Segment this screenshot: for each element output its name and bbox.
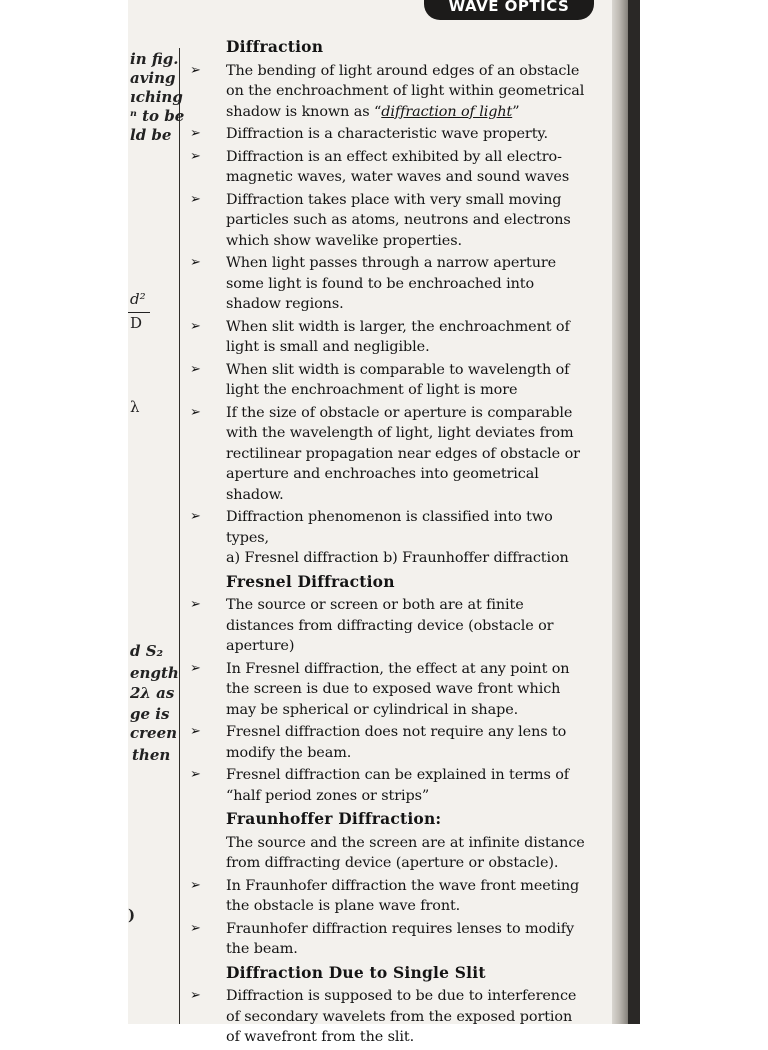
book-spine-shadow [628,0,640,1024]
list-item [190,595,590,657]
bullet-arrow-icon: ➢ [190,660,201,676]
margin-fragment: d² [130,290,146,308]
margin-fragment: ) [128,906,136,924]
bullet-arrow-icon: ➢ [190,148,201,164]
list-item-text: When slit width is larger, the enchroachment of light is small and negligible. [226,318,570,355]
bullet-arrow-icon: ➢ [190,318,201,334]
section-title-single-slit: Diffraction Due to Single Slit [226,962,486,982]
margin-fragment: in fig. [130,50,179,68]
margin-fragment: 2λ as [130,684,175,702]
fraction-bar [128,312,150,313]
margin-fragment: creen [130,724,178,742]
chapter-header-badge: WAVE OPTICS [424,0,594,20]
main-text-column [190,34,590,1050]
list-item-text: Diffraction is an effect exhibited by all electro-magnetic waves, water waves and sound waves [226,148,570,185]
bullet-arrow-icon: ➢ [190,988,201,1003]
list-item-text: When slit width is comparable to wavelength of light the enchroachment of light is more [226,361,570,398]
bullet-arrow-icon: ➢ [190,62,201,78]
list-item [190,147,590,188]
margin-fragment: ıching [130,88,183,106]
list-item [190,190,590,252]
margin-fragment: d S₂ [130,642,164,660]
bullet-arrow-icon: ➢ [190,509,201,524]
list-item [190,317,590,358]
list-item-text: In Fraunhofer diffraction the wave front meeting the obstacle is plane wave front. [226,877,580,914]
bullet-arrow-icon: ➢ [190,255,201,270]
list-item-text: Diffraction phenomenon is classified into two types, [226,509,553,546]
list-item-text: ” [512,103,520,120]
column-divider-line [179,48,180,1024]
section-title-fraunhoffer: Fraunhoffer Diffraction: [226,809,442,828]
list-item-text: Diffraction takes place with very small moving particles such as atoms, neutrons and electrons which show wavelike properties. [226,191,571,249]
list-item [190,124,590,145]
list-item [190,360,590,401]
list-item-text: Fraunhofer diffraction requires lenses to modify the beam. [226,920,574,957]
margin-fragment: ⁿ to be [130,107,185,125]
list-item [190,659,590,721]
margin-fragment: ge is [130,705,170,723]
margin-fragment: D [130,314,143,332]
list-item-text: a) Fresnel diffraction b) Fraunhoffer diffraction [226,550,569,566]
list-item [190,403,590,506]
margin-fragment: λ [130,398,140,416]
bullet-arrow-icon: ➢ [190,361,201,377]
bullet-arrow-icon: ➢ [190,877,201,893]
list-item-text: In Fresnel diffraction, the effect at any point on the screen is due to exposed wave front which may be spherical or cylindrical in shape. [226,660,570,718]
list-item-text: The source or screen or both are at finite distances from diffracting device (obstacle or aperture) [226,597,554,654]
margin-fragment: ength [130,664,179,682]
list-item-text: Diffraction is supposed to be due to interference of secondary wavelets from the exposed portion of wavefront from the slit. [226,988,577,1045]
bullet-arrow-icon: ➢ [190,920,201,936]
list-item [190,507,590,569]
list-item-text: Diffraction is a characteristic wave property. [226,126,548,142]
section-title-diffraction: Diffraction [226,37,324,56]
list-item-text: If the size of obstacle or aperture is comparable with the wavelength of light, light deviates from rectilinear propagation near edges of obstacle or aperture and enchroaches into geometrical shadow. [226,404,580,503]
list-item-text: Fresnel diffraction does not require any lens to modify the beam. [226,724,567,761]
margin-fragment: aving [130,69,176,87]
section-title-fresnel: Fresnel Diffraction [226,571,395,591]
list-item-text: Fresnel diffraction can be explained in terms of “half period zones or strips” [226,767,570,804]
margin-fragment: then [132,746,171,764]
bullet-arrow-icon: ➢ [190,597,201,612]
list-item-text: The bending of light around edges of an obstacle on the enchroachment of light within geometrical shadow is known as “ [226,62,585,120]
margin-fragment: ld be [130,126,172,144]
list-item [190,876,590,917]
list-item [190,722,590,763]
list-item [190,919,590,960]
list-item-text: When light passes through a narrow aperture some light is found to be enchroached into shadow regions. [226,255,557,312]
bullet-arrow-icon: ➢ [190,126,201,141]
bullet-arrow-icon: ➢ [190,191,201,207]
bullet-arrow-icon: ➢ [190,404,201,420]
list-item [190,61,590,123]
list-item [190,253,590,315]
bullet-arrow-icon: ➢ [190,767,201,782]
list-item [190,986,590,1048]
paragraph: The source and the screen are at infinite distance from diffracting device (aperture or obstacle). [226,834,585,871]
list-item [190,765,590,806]
bullet-arrow-icon: ➢ [190,724,201,739]
emphasized-term: diffraction of light [381,103,513,120]
